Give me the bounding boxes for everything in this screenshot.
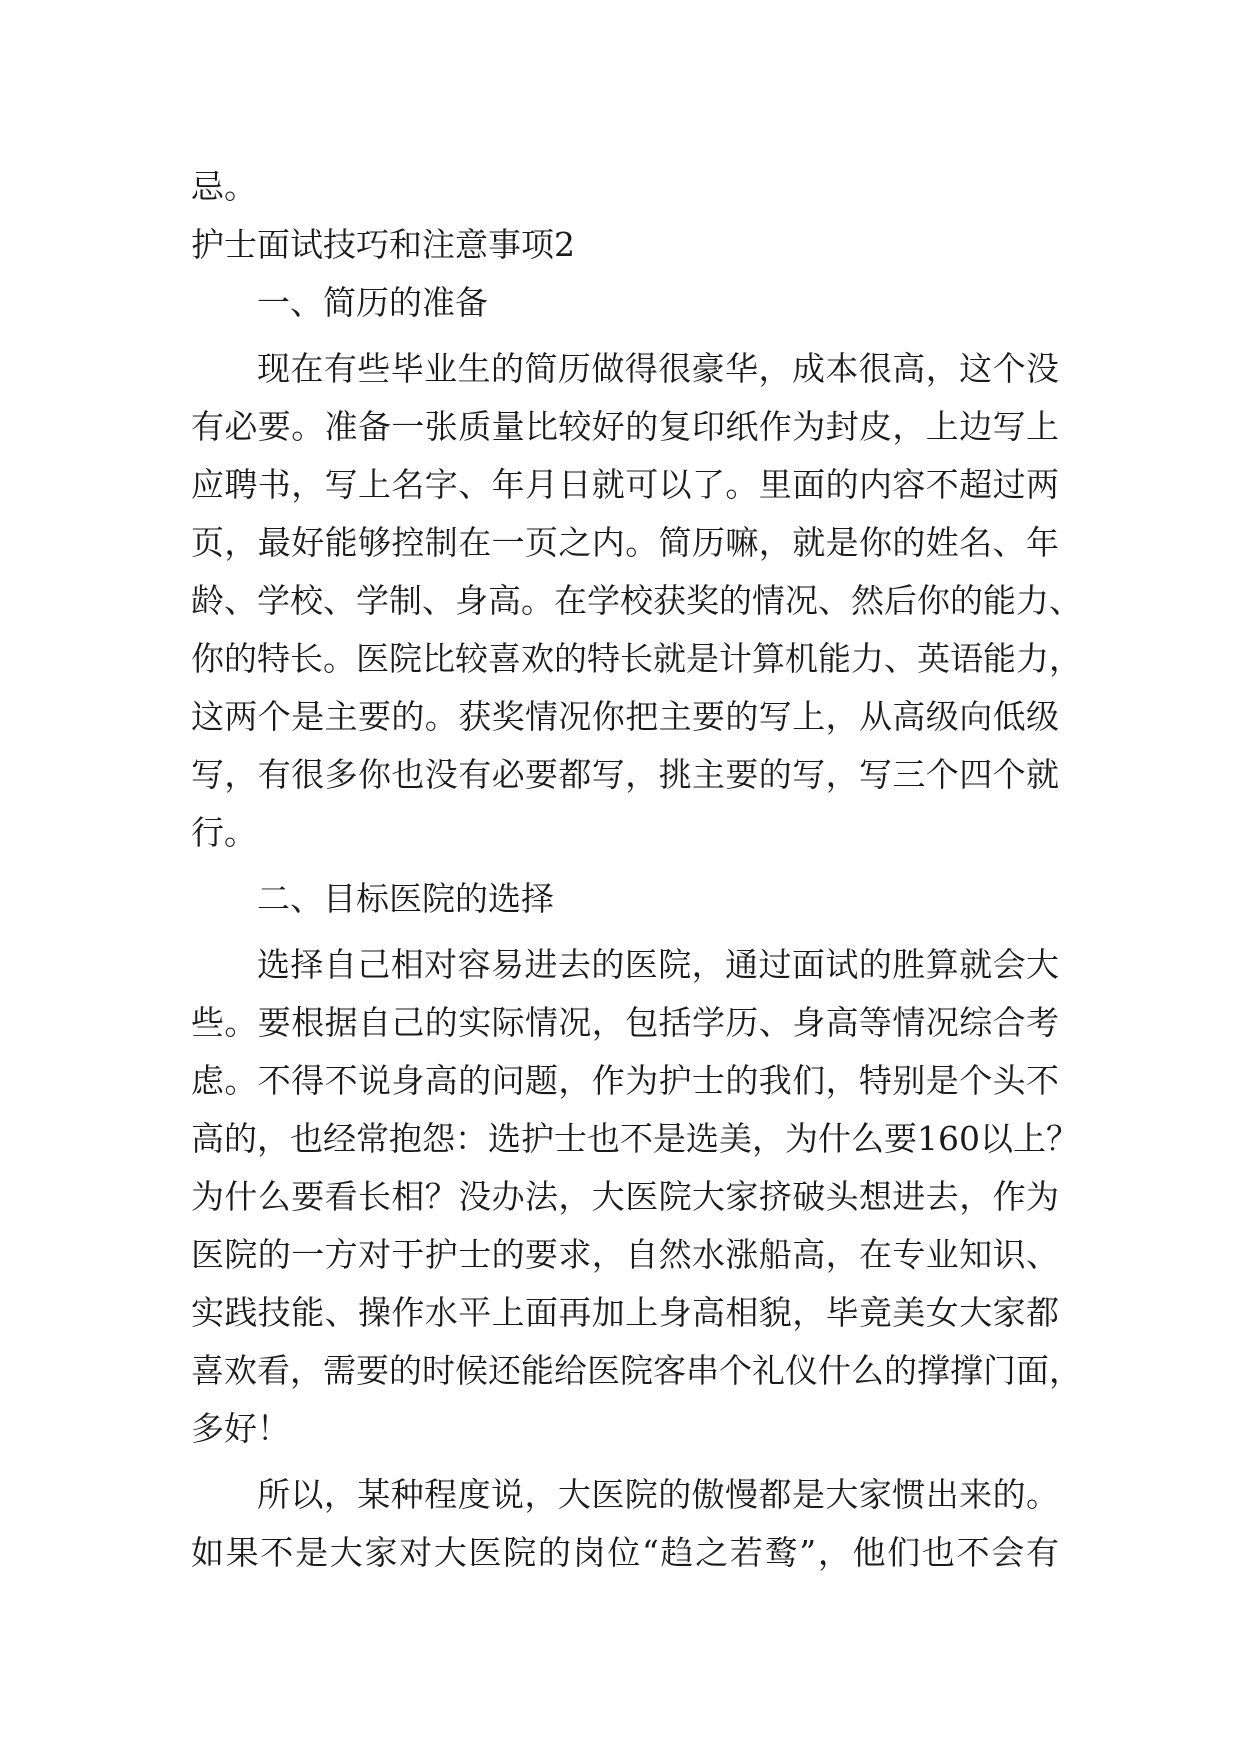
paragraph-line: 多好！ [191,1409,290,1448]
paragraph-line: 喜欢看，需要的时候还能给医院客串个礼仪什么的撑撑门面， [191,1351,1082,1390]
paragraph-line: 你的特长。医院比较喜欢的特长就是计算机能力、英语能力， [191,639,1082,678]
subheading: 二、目标医院的选择 [257,879,554,918]
paragraph-line: 应聘书，写上名字、年月日就可以了。里面的内容不超过两 [191,465,1059,504]
document-body [191,158,1082,1582]
paragraph-line: 有必要。准备一张质量比较好的复印纸作为封皮，上边写上 [191,407,1059,446]
paragraph-line: 所以，某种程度说，大医院的傲慢都是大家惯出来的。 [257,1475,1059,1514]
paragraph-line: 实践技能、操作水平上面再加上身高相貌，毕竟美女大家都 [191,1293,1059,1332]
paragraph-line: 写，有很多你也没有必要都写，挑主要的写，写三个四个就 [191,755,1059,794]
paragraph-line: 为什么要看长相？没办法，大医院大家挤破头想进去，作为 [191,1177,1059,1216]
paragraph-line: 医院的一方对于护士的要求，自然水涨船高，在专业知识、 [191,1235,1059,1274]
paragraph-line: 行。 [191,813,257,852]
paragraph-line: 虑。不得不说身高的问题，作为护士的我们，特别是个头不 [191,1061,1059,1100]
paragraph-line: 页，最好能够控制在一页之内。简历嘛，就是你的姓名、年 [191,523,1059,562]
paragraph-line: 高的，也经常抱怨：选护士也不是选美，为什么要160以上？ [191,1119,1079,1158]
paragraph-line: 选择自己相对容易进去的医院，通过面试的胜算就会大 [257,945,1059,984]
section-title: 护士面试技巧和注意事项2 [191,225,575,264]
subheading: 一、简历的准备 [257,283,488,322]
paragraph-line: 如果不是大家对大医院的岗位“趋之若鹜”，他们也不会有 [191,1533,1059,1572]
paragraph-line: 这两个是主要的。获奖情况你把主要的写上，从高级向低级 [191,697,1059,736]
paragraph-line: 龄、学校、学制、身高。在学校获奖的情况、然后你的能力、 [191,581,1082,620]
paragraph-line: 些。要根据自己的实际情况，包括学历、身高等情况综合考 [191,1003,1059,1042]
paragraph-line: 忌。 [191,167,257,206]
paragraph-line: 现在有些毕业生的简历做得很豪华，成本很高，这个没 [257,349,1059,388]
